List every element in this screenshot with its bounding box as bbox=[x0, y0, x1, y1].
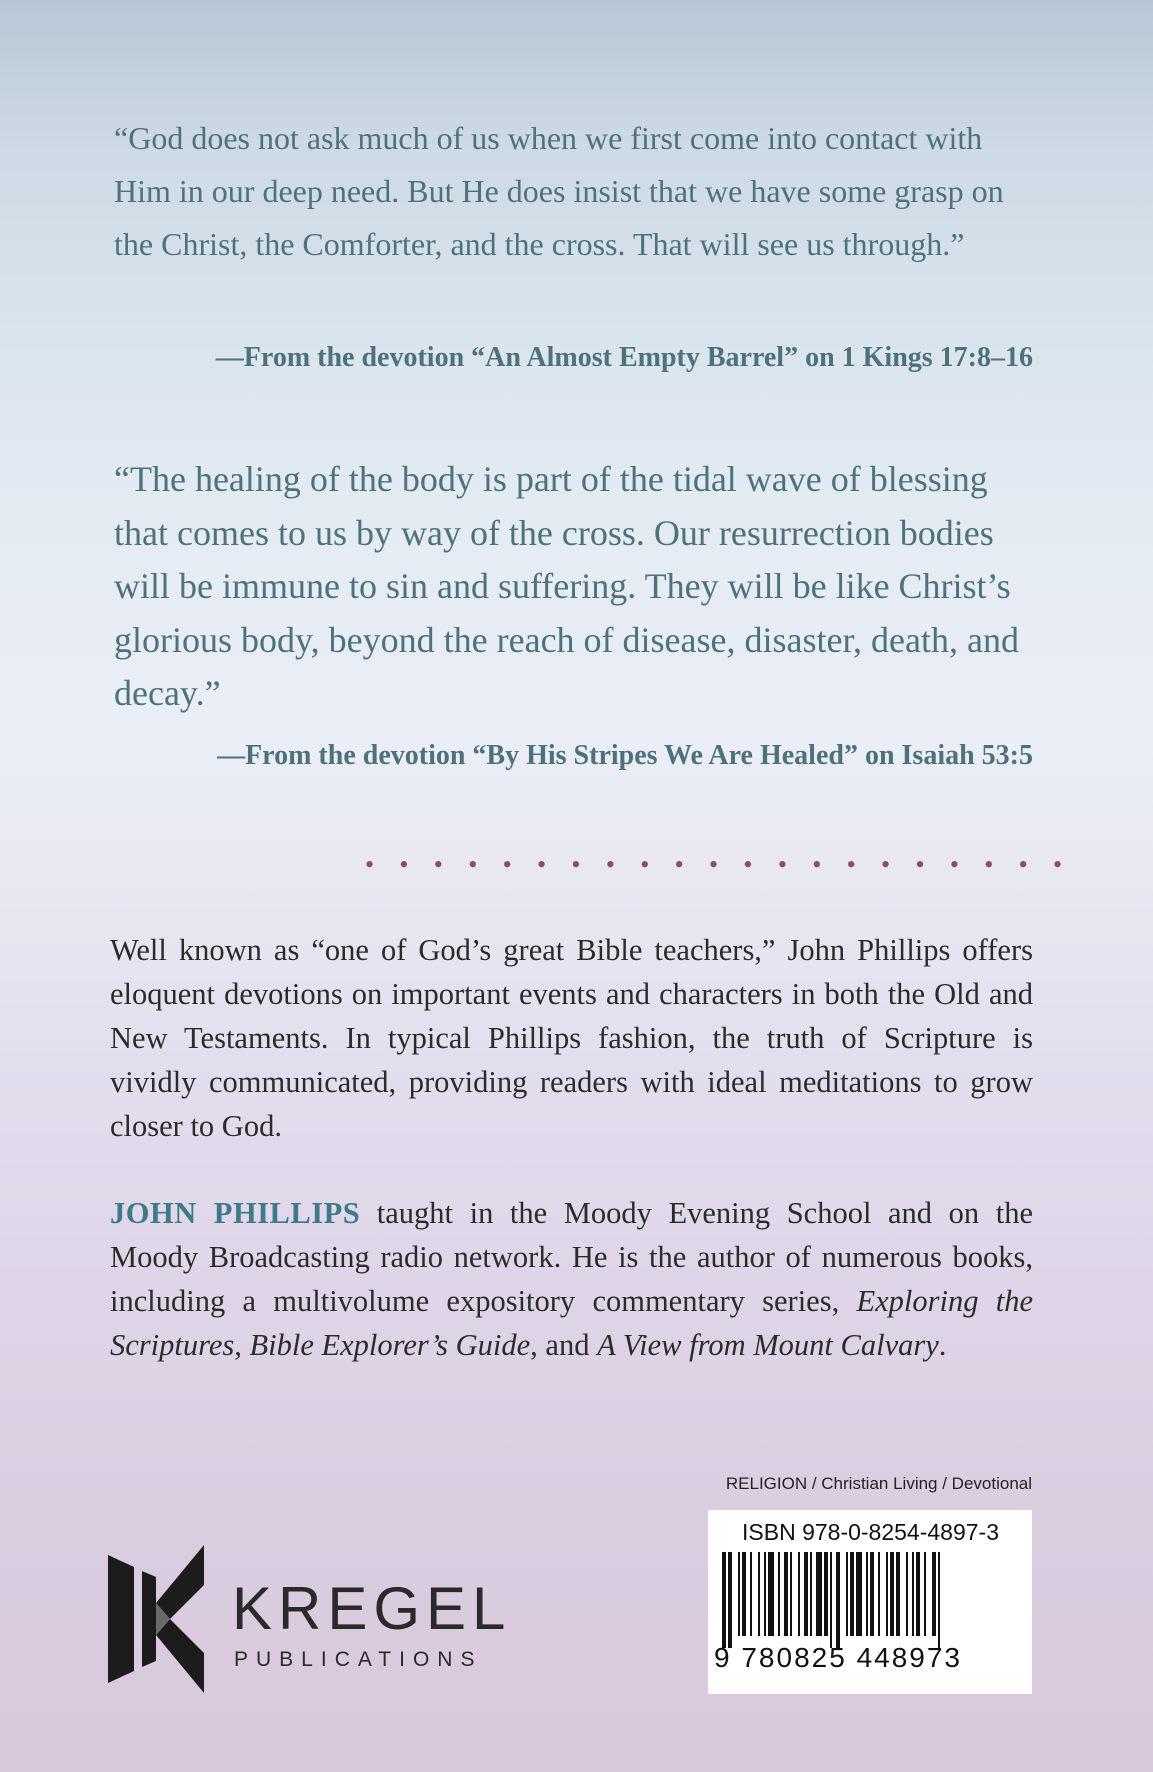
book-title-3: A View from Mount Calvary bbox=[597, 1328, 939, 1362]
barcode-bar bbox=[728, 1552, 732, 1648]
barcode-bar bbox=[804, 1552, 808, 1636]
barcode-bar bbox=[764, 1552, 766, 1636]
barcode-bar bbox=[824, 1552, 828, 1636]
barcode-bar bbox=[790, 1552, 792, 1636]
quote-1-attribution: —From the devotion “An Almost Empty Barrel” on 1 Kings 17:8–16 bbox=[215, 342, 1033, 373]
barcode-bar bbox=[896, 1552, 900, 1636]
author-bio-text: taught in the Moody Evening School and on the Moody Broadcasting radio network. He is the author of numerous books, including a multivolume expository commentary series, bbox=[110, 1196, 1033, 1318]
barcode-bar bbox=[870, 1552, 874, 1636]
barcode-digits: 9 780825 448973 bbox=[714, 1642, 962, 1673]
category-label: RELIGION / Christian Living / Devotional bbox=[725, 1474, 1032, 1493]
barcode-bar bbox=[866, 1552, 868, 1636]
barcode-bar bbox=[938, 1552, 940, 1648]
barcode-bar bbox=[816, 1552, 822, 1636]
barcode-bar bbox=[878, 1552, 880, 1636]
publisher-logo bbox=[108, 1545, 528, 1695]
kregel-k-logo-icon bbox=[108, 1545, 206, 1693]
publisher-subtitle: PUBLICATIONS bbox=[234, 1648, 483, 1671]
barcode-bar bbox=[886, 1552, 888, 1636]
publisher-name: KREGEL bbox=[232, 1575, 512, 1642]
isbn-number: ISBN 978-0-8254-4897-3 bbox=[742, 1519, 999, 1545]
barcode-bar bbox=[798, 1552, 800, 1636]
barcode-bar bbox=[916, 1552, 920, 1636]
barcode-bar bbox=[742, 1552, 746, 1636]
barcode-bar bbox=[768, 1552, 774, 1636]
barcode-bar bbox=[738, 1552, 740, 1636]
barcode-bar bbox=[830, 1552, 832, 1648]
author-bio: JOHN PHILLIPS taught in the Moody Evening School and on the Moody Broadcasting radio network. He is the author of numerous books, including a multivolume expository commentary series, Exploring the Scriptures, Bible Explorer’s Guide, and A View from Mount Calvary. bbox=[110, 1196, 1033, 1362]
book-description: Well known as “one of God’s great Bible teachers,” John Phillips offers eloquent devotions on important events and characters in both the Old and New Testaments. In typical Phillips fashion, the truth of Scripture is vividly communicated, providing readers with ideal meditations to grow closer to God. bbox=[110, 933, 1033, 1143]
barcode-bar bbox=[750, 1552, 752, 1636]
author-name: JOHN PHILLIPS bbox=[110, 1196, 361, 1230]
barcode-bar bbox=[912, 1552, 914, 1636]
book-title-1: Exploring the Scriptures bbox=[110, 1284, 1033, 1362]
barcode-bar bbox=[810, 1552, 812, 1636]
barcode-bar bbox=[784, 1552, 788, 1636]
barcode-bar bbox=[924, 1552, 926, 1636]
barcode-bar bbox=[890, 1552, 894, 1636]
barcode-bar bbox=[846, 1552, 848, 1636]
barcode-bar bbox=[758, 1552, 760, 1636]
quote-1-text: “God does not ask much of us when we first come into contact with Him in our deep need. But He does insist that we have some grasp on the Christ, the Comforter, and the cross. That will see us through.” bbox=[114, 120, 1004, 262]
barcode-bar bbox=[722, 1552, 726, 1648]
dotted-divider: • • • • • • • • • • • • • • • • • • • • • bbox=[365, 850, 1072, 879]
barcode-bar bbox=[856, 1552, 862, 1636]
book-title-2: Bible Explorer’s Guide bbox=[249, 1328, 531, 1362]
quote-2-attribution: —From the devotion “By His Stripes We Are Healed” on Isaiah 53:5 bbox=[217, 740, 1033, 771]
barcode-bar bbox=[850, 1552, 854, 1636]
barcode-bar bbox=[836, 1552, 840, 1648]
isbn-barcode-label bbox=[708, 1510, 1032, 1694]
barcode-bar bbox=[778, 1552, 780, 1636]
barcode-bar bbox=[932, 1552, 936, 1636]
quote-2-text: “The healing of the body is part of the tidal wave of blessing that comes to us by way of the cross. Our resurrection bodies will be immune to sin and suffering. They will be like Christ’s glorious body, beyond the reach of disease, disaster, death, and decay.” bbox=[114, 459, 1019, 713]
barcode-bar bbox=[906, 1552, 908, 1636]
barcode-bars bbox=[718, 1552, 1022, 1648]
